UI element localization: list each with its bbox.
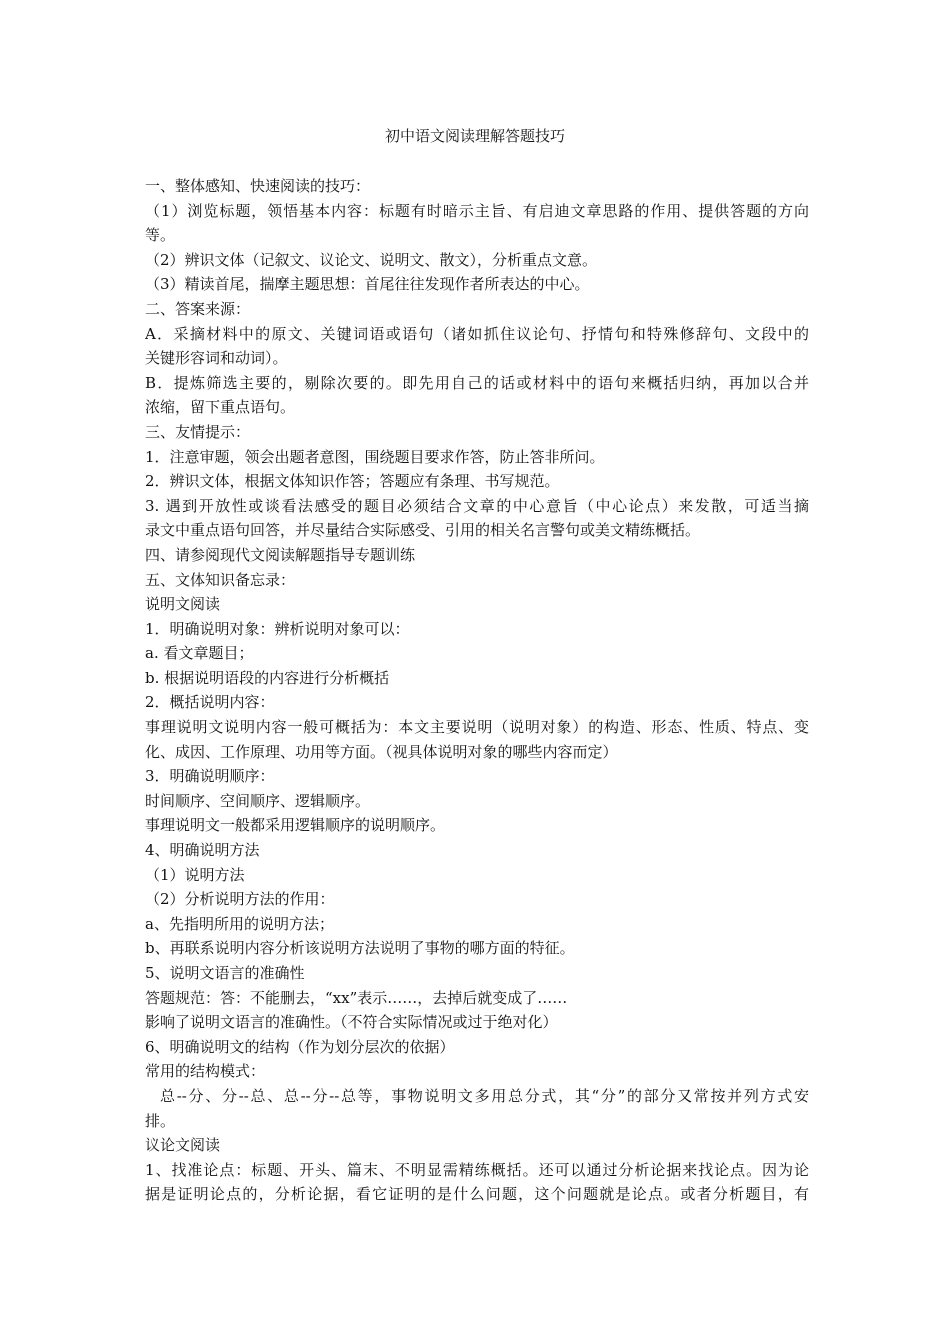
text-line: 事理说明文说明内容一般可概括为：本文主要说明（说明对象）的构造、形态、性质、特点、变 bbox=[145, 718, 809, 737]
text-line: 化、成因、工作原理、功用等方面。（视具体说明对象的哪些内容而定） bbox=[145, 742, 618, 761]
text-line: （3）精读首尾，揣摩主题思想：首尾往往发现作者所表达的中心。 bbox=[145, 275, 590, 294]
text-line: 浓缩，留下重点语句。 bbox=[145, 398, 296, 417]
text-line: 1．注意审题，领会出题者意图，围绕题目要求作答，防止答非所问。 bbox=[145, 447, 605, 466]
text-line: b、再联系说明内容分析该说明方法说明了事物的哪方面的特征。 bbox=[145, 939, 575, 958]
text-line: 排。 bbox=[145, 1111, 176, 1130]
text-line: 关键形容词和动词）。 bbox=[145, 349, 288, 368]
text-line: （2）分析说明方法的作用： bbox=[145, 890, 335, 909]
text-line: 一、整体感知、快速阅读的技巧： bbox=[145, 177, 371, 195]
text-line: 1、找准论点：标题、开头、篇末、不明显需精练概括。还可以通过分析论据来找论点。因为论 bbox=[145, 1160, 809, 1179]
text-line: a. 看文章题目； bbox=[145, 644, 254, 663]
text-line: 2．概括说明内容： bbox=[145, 693, 275, 712]
text-line: 2．辨识文体，根据文体知识作答；答题应有条理、书写规范。 bbox=[145, 472, 560, 491]
text-line: 答题规范：答：不能删去，“xx”表示……，去掉后就变成了…… bbox=[145, 988, 568, 1007]
text-line: 五、文体知识备忘录： bbox=[145, 570, 296, 589]
text-line: 总--分、分--总、总--分--总等，事物说明文多用总分式，其“分”的部分又常按并列方式安 bbox=[160, 1086, 809, 1105]
text-line: B．提炼筛选主要的，剔除次要的。即先用自己的话或材料中的语句来概括归纳，再加以合并 bbox=[145, 373, 809, 392]
text-line: 3．明确说明顺序： bbox=[145, 767, 275, 786]
text-line: 5、说明文语言的准确性 bbox=[145, 964, 305, 982]
document-title: 初中语文阅读理解答题技巧 bbox=[384, 127, 565, 145]
text-line: 四、请参阅现代文阅读解题指导专题训练 bbox=[145, 545, 416, 564]
text-line: 议论文阅读 bbox=[145, 1136, 221, 1155]
text-line: 时间顺序、空间顺序、逻辑顺序。 bbox=[145, 791, 371, 810]
text-line: （2）辨识文体（记叙文、议论文、说明文、散文），分析重点文意。 bbox=[145, 250, 598, 269]
text-line: 6、明确说明文的结构（作为划分层次的依据） bbox=[145, 1037, 455, 1056]
text-line: 三、友情提示： bbox=[145, 422, 251, 441]
text-line: 事理说明文一般都采用逻辑顺序的说明顺序。 bbox=[145, 816, 446, 835]
text-line: （1）浏览标题，领悟基本内容：标题有时暗示主旨、有启迪文章思路的作用、提供答题的方向 bbox=[145, 201, 809, 220]
text-line: 影响了说明文语言的准确性。（不符合实际情况或过于绝对化） bbox=[145, 1013, 558, 1032]
text-line: 说明文阅读 bbox=[145, 595, 221, 614]
text-line: b. 根据说明语段的内容进行分析概括 bbox=[145, 668, 390, 687]
text-line: 据是证明论点的，分析论据，看它证明的是什么问题，这个问题就是论点。或者分析题目，有 bbox=[145, 1185, 809, 1204]
text-line: 录文中重点语句回答，并尽量结合实际感受、引用的相关名言警句或美文精练概括。 bbox=[145, 521, 701, 540]
text-line: A．采摘材料中的原文、关键词语或语句（诸如抓住议论句、抒情句和特殊修辞句、文段中的 bbox=[145, 324, 809, 343]
text-line: 常用的结构模式： bbox=[145, 1062, 266, 1081]
text-line: 等。 bbox=[145, 226, 176, 245]
text-line: 4、明确说明方法 bbox=[145, 841, 260, 860]
text-line: 1．明确说明对象：辨析说明对象可以： bbox=[145, 619, 410, 638]
text-line: （1）说明方法 bbox=[145, 865, 245, 884]
text-line: 3. 遇到开放性或谈看法感受的题目必须结合文章的中心意旨（中心论点）来发散，可适当摘 bbox=[145, 496, 809, 515]
text-line: a、先指明所用的说明方法； bbox=[145, 914, 334, 933]
document-body bbox=[145, 174, 809, 1207]
text-line: 二、答案来源： bbox=[145, 299, 251, 318]
